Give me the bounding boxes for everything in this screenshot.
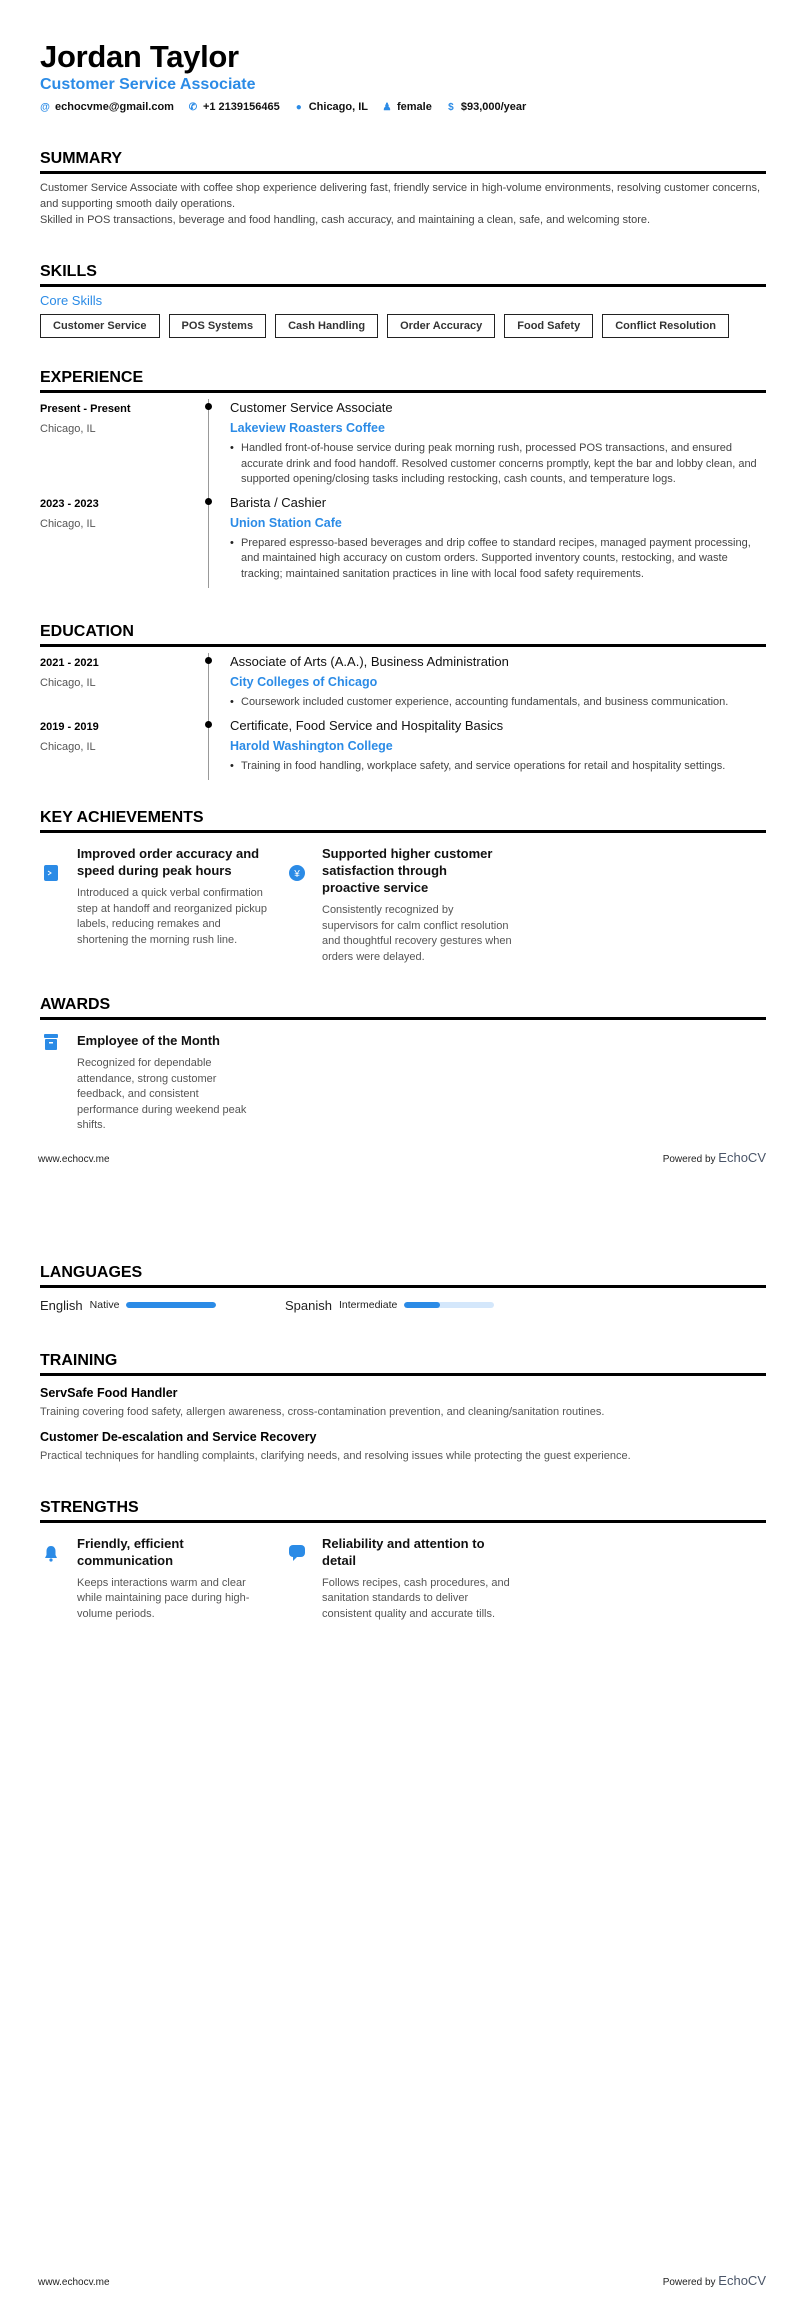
strength-title: Reliability and attention to detail <box>322 1535 485 1568</box>
language-item <box>40 1298 285 1313</box>
entry-bullet: • Prepared espresso-based beverages and drip coffee to standard recipes, managed payment processing, and maintained high accuracy on custom orders. Supported inventory counts, restocking, and waste tracking; maintained sanitation practices in line with local food safety requirements. <box>230 536 766 583</box>
section-heading: LANGUAGES <box>40 1263 766 1288</box>
contact-phone[interactable] <box>188 101 280 113</box>
strength-card <box>40 1535 285 1623</box>
skills-section <box>40 262 766 338</box>
achievement-title: Improved order accuracy and speed during peak hours <box>77 846 260 878</box>
achievement-card <box>285 845 530 965</box>
candidate-name: Jordan Taylor <box>40 39 239 74</box>
location-pin-icon: ● <box>295 101 302 113</box>
timeline <box>208 494 766 589</box>
degree: Certificate, Food Service and Hospitality Basics <box>230 717 504 733</box>
summary-text: Skilled in POS transactions, beverage and food handling, cash accuracy, and maintaining a clean, safe, and welcoming store. <box>40 214 651 226</box>
contact-info <box>40 101 766 113</box>
summary-section <box>40 149 766 228</box>
language-item <box>285 1298 530 1313</box>
timeline <box>208 399 766 494</box>
section-heading: SKILLS <box>40 262 766 287</box>
training-title: ServSafe Food Handler <box>40 1385 178 1400</box>
strength-desc: Follows recipes, cash procedures, and sanitation standards to deliver consistent quality and accurate tills. <box>322 1576 510 1620</box>
dollar-icon: $ <box>448 101 454 113</box>
candidate-title: Customer Service Associate <box>40 76 256 93</box>
contact-gender <box>382 101 432 113</box>
entry-location: Chicago, IL <box>40 423 96 435</box>
award-desc: Recognized for dependable attendance, strong customer feedback, and consistent performance during weekend peak shifts. <box>77 1057 247 1131</box>
powered-by-label: Powered by <box>662 1153 716 1165</box>
entry-dates: Present - Present <box>40 403 131 415</box>
timeline <box>208 717 766 781</box>
skill-group-label: Core Skills <box>40 293 103 308</box>
entry-dates: 2019 - 2019 <box>40 720 99 733</box>
at-icon: @ <box>40 101 50 113</box>
contact-salary <box>446 101 526 113</box>
footer-site-link[interactable]: www.echocv.me <box>38 2276 110 2288</box>
achievement-card <box>40 845 285 965</box>
language-name: English <box>40 1297 83 1313</box>
entry-location: Chicago, IL <box>40 517 96 530</box>
achievement-desc: Consistently recognized by supervisors for calm conflict resolution and thoughtful recovery gestures when orders were delayed. <box>322 904 512 963</box>
education-section <box>40 622 766 780</box>
page-footer <box>38 1134 766 1165</box>
school-name: Harold Washington College <box>230 738 393 753</box>
entry-bullet: • Training in food handling, workplace safety, and service operations for retail and hospitality settings. <box>230 759 766 775</box>
page-footer <box>38 2257 766 2288</box>
skill-chip: POS Systems <box>169 314 267 338</box>
skill-chips <box>40 314 766 338</box>
section-heading: EDUCATION <box>40 622 766 647</box>
footer-site-link[interactable]: www.echocv.me <box>38 1153 110 1165</box>
bell-icon <box>44 1545 58 1562</box>
skill-chip: Cash Handling <box>275 314 378 338</box>
school-name: City Colleges of Chicago <box>230 675 378 689</box>
entry-bullet: • Handled front-of-house service during peak morning rush, processed POS transactions, and ensured accurate drink and food handoff. Resolved customer concerns promptly, kept the bar and lobby clean, and supported opening/closing tasks including restocking, cash counts, and temperature logs. <box>230 441 766 488</box>
phone-icon: ✆ <box>188 101 198 113</box>
language-proficiency-fill <box>126 1302 216 1308</box>
echocv-brand[interactable]: EchoCV <box>718 2272 766 2288</box>
awards-section <box>40 995 766 1134</box>
company-name: Union Station Cafe <box>230 515 342 530</box>
speech-bubble-icon <box>289 1545 305 1562</box>
entry-location: Chicago, IL <box>40 740 96 753</box>
training-desc: Practical techniques for handling complaints, clarifying needs, and resolving issues while protecting the guest experience. <box>40 1449 631 1462</box>
experience-entry <box>40 494 766 589</box>
achievement-desc: Introduced a quick verbal confirmation step at handoff and reorganized pickup labels, reducing remakes and shortening the morning rush line. <box>77 887 267 946</box>
job-title: Customer Service Associate <box>230 400 393 415</box>
strengths-section <box>40 1498 766 1623</box>
gender-text: female <box>397 101 432 113</box>
education-entry <box>40 717 766 781</box>
company-name: Lakeview Roasters Coffee <box>230 421 385 435</box>
powered-by-label: Powered by <box>662 2276 716 2288</box>
yen-icon <box>289 865 305 881</box>
echocv-brand[interactable]: EchoCV <box>718 1149 766 1165</box>
summary-text: Customer Service Associate with coffee shop experience delivering fast, friendly service in high-volume environments, resolving customer concerns, and supporting smooth daily operations. <box>40 182 761 210</box>
training-title: Customer De-escalation and Service Recovery <box>40 1429 317 1444</box>
award-title: Employee of the Month <box>77 1033 220 1048</box>
entry-dates: 2023 - 2023 <box>40 497 99 510</box>
svg-text:¥: ¥ <box>294 869 300 880</box>
language-level: Intermediate <box>338 1299 398 1311</box>
entry-location: Chicago, IL <box>40 677 96 689</box>
email-text: echocvme@gmail.com <box>55 101 174 113</box>
entry-dates: 2021 - 2021 <box>40 657 99 669</box>
section-heading: TRAINING <box>40 1351 766 1376</box>
entry-bullet: • Coursework included customer experience, accounting fundamentals, and business communication. <box>230 695 766 711</box>
section-heading: EXPERIENCE <box>40 368 766 393</box>
language-level: Native <box>89 1299 120 1311</box>
skill-chip: Conflict Resolution <box>602 314 729 338</box>
languages-section <box>40 1263 766 1313</box>
phone-text: +1 2139156465 <box>202 101 280 113</box>
experience-section <box>40 368 766 588</box>
degree: Associate of Arts (A.A.), Business Administration <box>230 654 509 669</box>
achievement-title: Supported higher customer satisfaction through proactive service <box>322 846 493 895</box>
language-proficiency-bar <box>126 1302 216 1308</box>
skill-chip: Order Accuracy <box>387 314 495 338</box>
language-proficiency-bar <box>404 1302 494 1308</box>
archive-icon <box>44 1034 58 1050</box>
skill-chip: Customer Service <box>40 314 160 338</box>
skill-chip: Food Safety <box>504 314 593 338</box>
experience-entry <box>40 399 766 494</box>
strength-desc: Keeps interactions warm and clear while maintaining pace during high-volume periods. <box>77 1576 250 1620</box>
salary-text: $93,000/year <box>460 101 527 113</box>
education-entry <box>40 653 766 717</box>
user-icon: ♟ <box>382 101 392 113</box>
section-heading: STRENGTHS <box>40 1498 766 1523</box>
strength-card <box>285 1535 530 1623</box>
terminal-icon <box>44 865 58 881</box>
language-proficiency-fill <box>404 1302 440 1308</box>
section-heading: SUMMARY <box>40 149 766 174</box>
training-desc: Training covering food safety, allergen awareness, cross-contamination prevention, and cleaning/sanitation routines. <box>40 1405 605 1418</box>
resume-page-2 <box>0 1177 794 2300</box>
section-heading: AWARDS <box>40 995 766 1020</box>
location-text: Chicago, IL <box>308 101 368 113</box>
job-title: Barista / Cashier <box>230 494 327 510</box>
achievements-section <box>40 808 766 965</box>
language-name: Spanish <box>285 1297 332 1313</box>
award-card <box>40 1032 285 1134</box>
contact-location <box>294 101 368 113</box>
strength-title: Friendly, efficient communication <box>77 1535 184 1568</box>
timeline <box>208 653 766 717</box>
contact-email[interactable] <box>40 101 174 113</box>
section-heading: KEY ACHIEVEMENTS <box>40 808 766 833</box>
training-section <box>40 1351 766 1464</box>
